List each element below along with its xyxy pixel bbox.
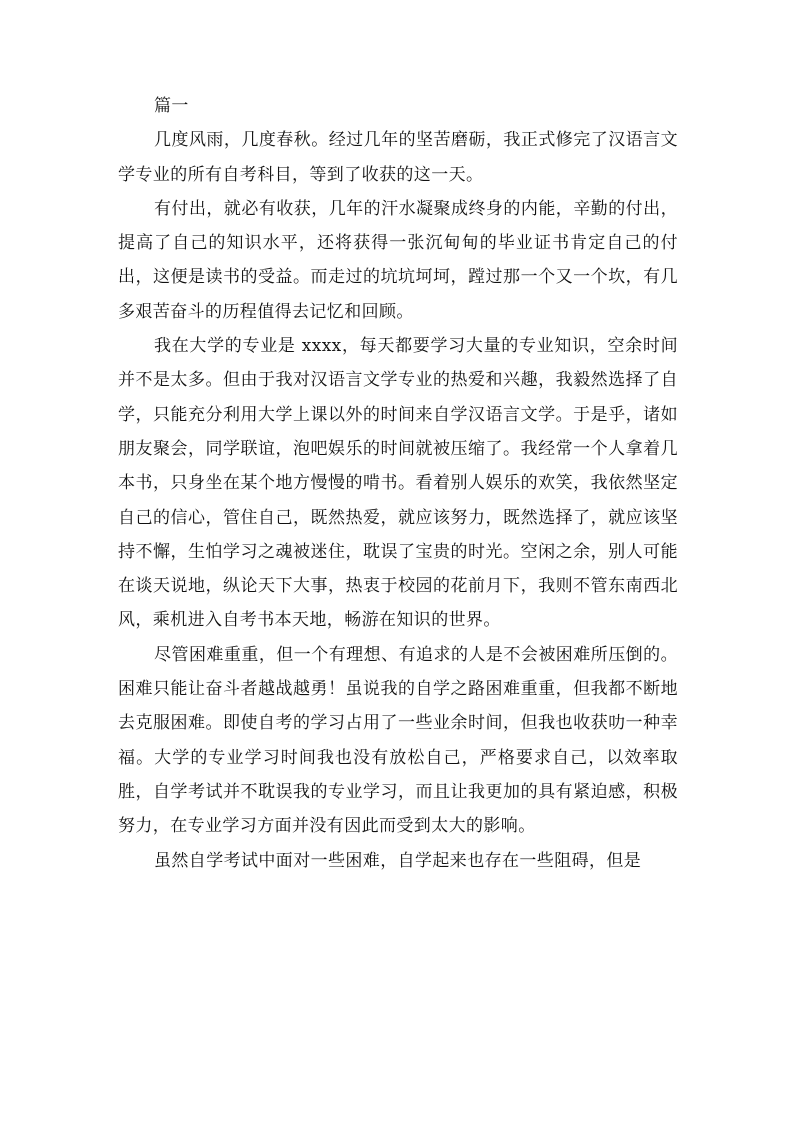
paragraph-4: 尽管困难重重，但一个有理想、有追求的人是不会被困难所压倒的。困难只能让奋斗者越战越勇！虽说我的自学之路困难重重，但我都不断地去克服困难。即使自考的学习占用了一些业余时间，但我也收获叻一种幸福。大学的专业学习时间我也没有放松自己，严格要求自己，以效率取胜，自学考试并不耽误我的专业学习，而且让我更加的具有紧迫感，积极努力，在专业学习方面并没有因此而受到太大的影响。 [118, 644, 678, 837]
section-heading: 篇一 [154, 96, 189, 116]
paragraph-2: 有付出，就必有收获，几年的汗水凝聚成终身的内能，辛勤的付出，提高了自己的知识水平，还将获得一张沉甸甸的毕业证书肯定自己的付出，这便是读书的受益。而走过的坑坑坷坷，蹚过那一个又一个坎，有几多艰苦奋斗的历程值得去记忆和回顾。 [118, 198, 678, 322]
paragraph-1: 几度风雨，几度春秋。经过几年的坚苦磨砺，我正式修完了汉语言文学专业的所有自考科目，等到了收获的这一天。 [118, 130, 678, 185]
paragraph-3: 我在大学的专业是 xxxx，每天都要学习大量的专业知识，空余时间并不是太多。但由于我对汉语言文学专业的热爱和兴趣，我毅然选择了自学，只能充分利用大学上课以外的时间来自学汉语言文学。于是乎，诸如朋友聚会，同学联谊，泡吧娱乐的时间就被压缩了。我经常一个人拿着几本书，只身坐在某个地方慢慢的啃书。看着别人娱乐的欢笑，我依然坚定自己的信心，管住自己，既然热爱，就应该努力，既然选择了，就应该坚持不懈，生怕学习之魂被迷住，耽误了宝贵的时光。空闲之余，别人可能在谈天说地，纵论天下大事，热衷于校园的花前月下，我则不管东南西北风，乘机进入自考书本天地，畅游在知识的世界。 [118, 336, 678, 631]
document-body [118, 89, 678, 878]
paragraph-5: 虽然自学考试中面对一些困难，自学起来也存在一些阻碍，但是 [154, 850, 642, 871]
